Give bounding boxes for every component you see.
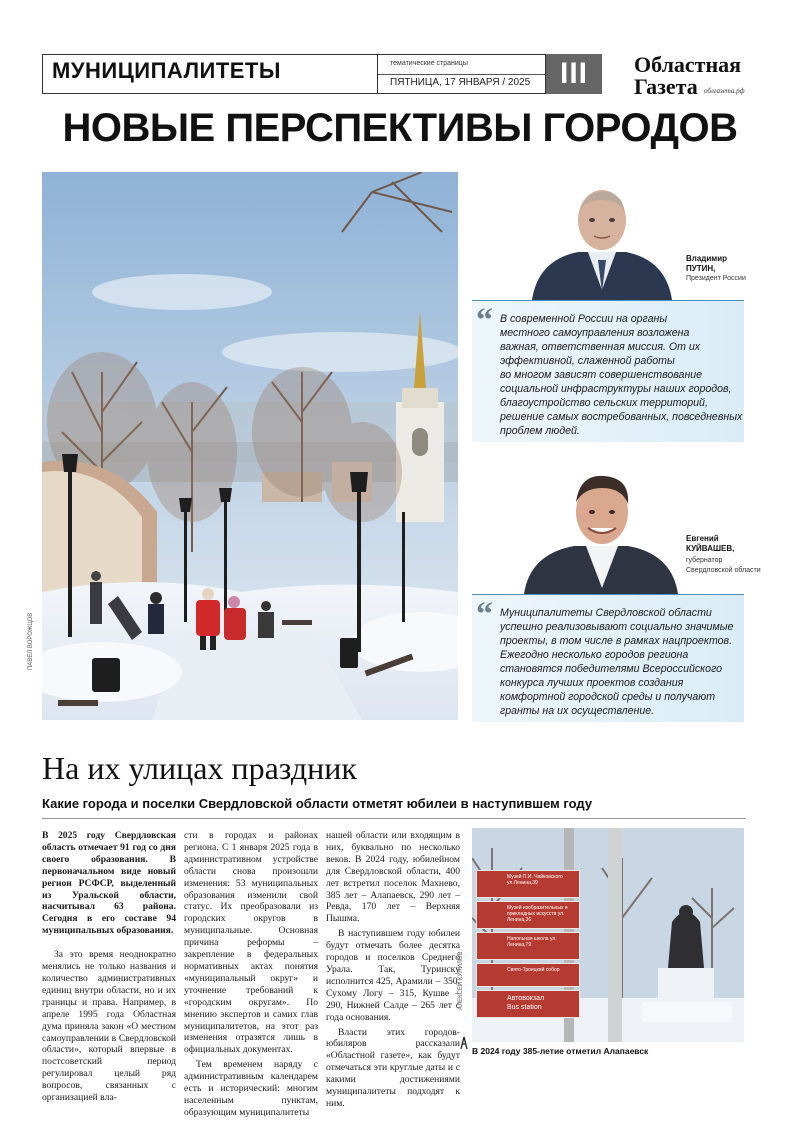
article-column-2 (184, 830, 318, 1119)
newspaper-logo-line1: Областная (634, 52, 742, 77)
sign-tchaikovsky-museum: Музей П.И. Чайковского ул.Ленина,39 (476, 870, 580, 898)
article-lead: В 2025 году Свердловская область отмечает 91 год со дня своего образования. В первоначальном виде новый регион РСФСР, выделенный из Уральской области, насчитывал 63 района. Сегодня в его составе 94 муниципальных образования. (42, 830, 176, 937)
divider (42, 818, 746, 819)
photo-caption: В 2024 году 385-летие отметил Алапаевск (472, 1046, 649, 1056)
newspaper-logo-line2: Газета (634, 74, 698, 99)
newspaper-url: облгазета.рф (704, 87, 745, 95)
article-paragraph: нашей области или входящим в них, буквально по несколько веков. В 2024 году, юбилейном для Свердловской области, 400 лет встретил поселок Махнево, 385 лет – Алапаевск, 290 лет – Ревда, 170 лет – Верхняя Пышма. (326, 830, 460, 925)
article-subtitle: Какие города и поселки Свердловской области отметят юбилеи в наступившем году (42, 796, 593, 811)
thematic-label: тематические страницы (390, 60, 468, 67)
quote2-name-last: КУЙВАШЕВ, (686, 544, 735, 553)
sign-art-museum: Музей изобразительных и прикладных искусств ул. Ленина,36 (476, 901, 580, 929)
quote-text-putin: В современной России на органы местного самоуправления возложена важная, ответственная миссия. От их эффективной, слаженной работы во многом зависят совершенствование социальной инфраструктуры наших городов, благоустройство сельских территорий, решение самых востребованных, повседневных проблем людей. (500, 313, 743, 437)
issue-date: ПЯТНИЦА, 17 ЯНВАРЯ / 2025 (390, 77, 531, 88)
quote2-role-1: губернатор (686, 557, 723, 564)
article-column-1 (42, 830, 176, 1104)
sign-school: Напольная школа ул. Ленина,79 (476, 932, 580, 960)
article-paragraph: Тем временем наряду с административным календарем есть и исторический: многим населенным пунктам, образующим муниципалитеты (184, 1059, 318, 1118)
quote2-name-first: Евгений (686, 534, 719, 543)
article-paragraph: сти в городах и районах региона. С 1 января 2025 года в административном устройстве области снова произошли изменения: 53 муниципальных образования изменили свой статус. Их преобразовали из городских округов в муниципальные. Основная причина реформы – закрепление в федеральных нормативных актах понятия «муниципальный округ» и уточнение требований к «городским округам». По мнению экспертов и самих глав муниципалитетов, на этот раз изменения отразятся лишь в официальных документах. (184, 830, 318, 1056)
quote1-name-first: Владимир (686, 254, 728, 263)
article-paragraph: В наступившем году юбилеи будут отмечать более десятка городов и поселков Среднего Урала. Так, Туринску исполнится 425, Арамили – 350, Сухому Логу – 315, Кушве – 290, Нижней Салде – 265 лет с года основания. (326, 928, 460, 1023)
portrait-kuyvashev (522, 468, 680, 594)
article-paragraph: За это время неоднократно менялись не только названия и количество административных единиц внутри области, но и их границы и права. Например, в апреле 1995 года Областная дума приняла закон «О местном самоуправлении в Свердловской области», который впервые в постсоветский период регулировал целый ряд вопросов, связанных с организацией вла- (42, 949, 176, 1104)
caption-marker-icon (460, 1036, 468, 1050)
section-rubric: МУНИЦИПАЛИТЕТЫ (52, 58, 281, 83)
main-photo-winter-park (42, 172, 458, 720)
article-paragraph: Власти этих городов-юбиляров рассказали «Областной газете», как будут отмечаться эти круглые даты и с какими достижениями муниципалитеты подходят к ним. (326, 1026, 460, 1109)
sign-bus-station: Автовокзал Bus station (476, 990, 580, 1018)
quote1-role: Президент России (686, 275, 746, 282)
quote-text-kuyvashev: Муниципалитеты Свердловской области успешно реализовывают социально значимые проекты, в том числе в рамках нацпроектов. Ежегодно несколько городов региона становятся победителями Всероссийского конкурса лучших проектов создания комфортной городской среды и получают гранты на их осуществление. (500, 607, 734, 717)
sign-stack (476, 870, 580, 1018)
page-number: III (546, 54, 602, 94)
main-photo-credit: ПАВЕЛ ВОРОЖЦОВ (28, 612, 34, 670)
quote-mark-icon: “ (476, 302, 493, 339)
small-photo-credit: АЛЕКСЕЙ КУНИЛОВ (458, 951, 464, 1010)
article-column-3 (326, 830, 460, 1110)
page-headline: НОВЫЕ ПЕРСПЕКТИВЫ ГОРОДОВ (62, 106, 738, 150)
quote1-name-last: ПУТИН, (686, 264, 716, 273)
quote2-role-2: Свердловской области (686, 567, 761, 574)
sign-cathedral: Свято-Троицкий собор (476, 963, 580, 987)
portrait-putin (528, 180, 676, 300)
photo-alapaevsk-signs (472, 828, 744, 1042)
quote-mark-icon: “ (476, 596, 493, 633)
article-title: На их улицах праздник (42, 750, 357, 786)
